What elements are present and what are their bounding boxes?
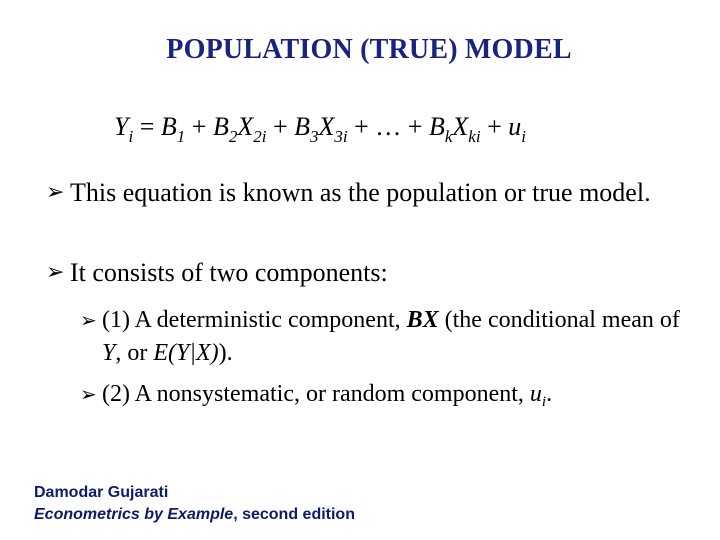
model-equation: $Y_i = B_1 + B_2X_{2i} + B_3X_{3i}$ + … + $B_kX_{ki} + u_i$ [114,112,526,146]
arrow-bullet-icon: ➢ [80,382,97,406]
slide-title: POPULATION (TRUE) MODEL [166,34,572,65]
bullet-item [46,176,686,210]
error-term: u [529,381,542,407]
sub-bullet-text: (2) A nonsystematic, or random component, $u_i$. [102,381,553,410]
sub-bullet-item [80,378,700,419]
conditional-expectation: E(Y|X) [153,340,219,366]
arrow-bullet-icon: ➢ [46,180,65,205]
footer-author: Damodar Gujarati [34,484,169,501]
bullet-item [46,256,686,290]
sub-bullet-text: (1) A deterministic component, BX (the conditional mean of Y, or E(Y|X)). [102,307,680,366]
arrow-bullet-icon: ➢ [80,308,97,332]
sub-bullet-item [80,304,700,370]
bullet-text: This equation is known as the population or true model. [70,178,651,207]
bx-term: BX [406,307,439,333]
bullet-text: It consists of two components: [70,258,388,287]
footer-citation [34,482,355,526]
footer-book: Econometrics by Example, second edition [34,506,355,523]
arrow-bullet-icon: ➢ [46,260,65,285]
